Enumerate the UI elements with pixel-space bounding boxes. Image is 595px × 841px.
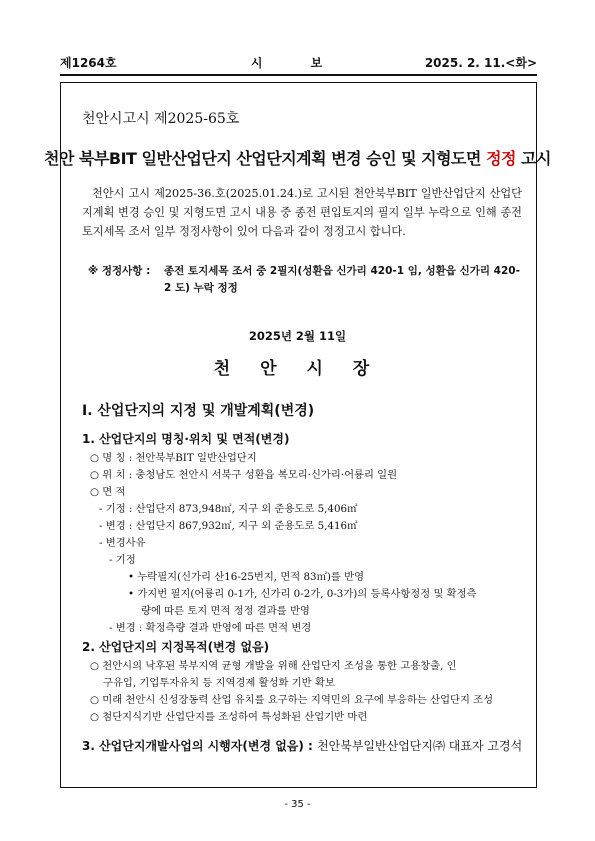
list-item: 량에 따른 토지 면적 정정 결과를 반영 — [141, 605, 310, 617]
list-item: - 기정 — [109, 554, 136, 566]
heading-3-value: 천안북부일반산업단지㈜ 대표자 고경석 — [317, 739, 523, 753]
heading-2: 2. 산업단지의 지정목적(변경 없음) — [82, 640, 270, 654]
list-item: ○ 미래 천안시 신성장동력 산업 유치를 요구하는 지역민의 요구에 부응하는 산업단지 조성 — [90, 694, 494, 706]
notice-number: 천안시고시 제2025-65호 — [82, 111, 240, 127]
title-tail: 고시 — [521, 149, 551, 168]
list-item: • 가지번 필지(어룡리 0-1가, 신가리 0-2가, 0-3가)의 등록사항정정 및 확정측 — [128, 588, 477, 600]
issue-number: 제1264호 — [60, 56, 117, 70]
list-item: - 변경사유 — [99, 537, 146, 549]
list-item: ○ 위 치 : 충청남도 천안시 서북구 성환읍 복모리·신가리·어룡리 일원 — [90, 469, 398, 481]
intro-paragraph: 천안시 고시 제2025-36.호(2025.01.24.)로 고시된 천안북부BIT 일반산업단지 산업단지계획 변경 승인 및 지형도면 고시 내용 중 종전 편입토지의 필지 일부 누락으로 인해 종전 토지세목 조서 일부 정정사항이 있어 다음과 같이 정정고시 합니다. — [82, 187, 522, 238]
list-item: 구유입, 기업투자유치 등 지역경제 활성화 기반 확보 — [103, 677, 335, 689]
header-divider — [60, 74, 537, 76]
issue-date: 2025. 2. 11.<화> — [424, 56, 537, 70]
list-item: ○ 명 칭 : 천안북부BIT 일반산업단지 — [90, 452, 257, 464]
list-item: - 기정 : 산업단지 873,948㎡, 지구 외 준용도로 5,406㎡ — [99, 503, 358, 515]
correction-label: ※ 정정사항 : — [88, 265, 151, 277]
signatory: 천 안 시 장 — [213, 359, 382, 379]
list-item: ○ 면 적 — [90, 486, 126, 498]
list-item: ○ 첨단지식기반 산업단지를 조성하여 특성화된 산업기반 마련 — [90, 711, 368, 723]
publish-date: 2025년 2월 11일 — [248, 329, 347, 343]
page-number: - 35 - — [284, 799, 311, 810]
heading-3-label: 3. 산업단지개발사업의 시행자(변경 없음) : — [82, 739, 313, 753]
section-1-title: Ⅰ. 산업단지의 지정 및 개발계획(변경) — [82, 403, 315, 419]
correction-text: 종전 토지세목 조서 중 2필지(성환읍 신가리 420-1 임, 성환읍 신가리 420-2 도) 누락 정정 — [164, 265, 520, 294]
title-highlight: 정정 — [486, 149, 516, 168]
heading-1: 1. 산업단지의 명칭·위치 및 면적(변경) — [82, 432, 290, 446]
list-item: - 변경 : 산업단지 867,932㎡, 지구 외 준용도로 5,416㎡ — [99, 520, 358, 532]
title-main: 천안 북부BIT 일반산업단지 산업단지계획 변경 승인 및 지형도면 — [44, 149, 481, 168]
document-title — [0, 146, 595, 169]
list-item: ○ 천안시의 낙후된 북부지역 균형 개발을 위해 산업단지 조성을 통한 고용창출, 인 — [90, 660, 457, 672]
list-item: - 변경 : 확정측량 결과 반영에 따른 면적 변경 — [109, 622, 312, 634]
heading-3 — [82, 737, 522, 754]
bulletin-title: 시 보 — [250, 56, 345, 70]
list-item: • 누락필지(신가리 산16-25번지, 면적 83㎡)를 반영 — [128, 571, 365, 583]
